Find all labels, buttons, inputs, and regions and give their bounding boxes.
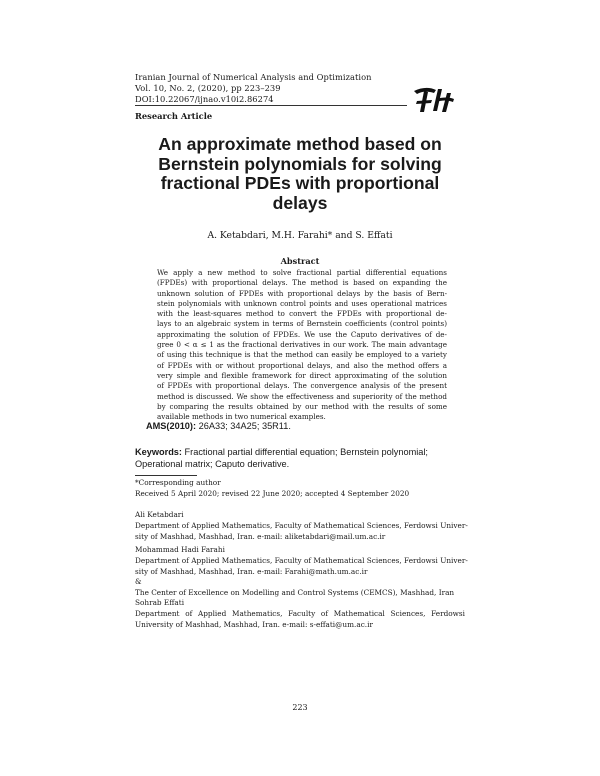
page-number: 223 — [292, 703, 308, 712]
ams-codes: 26A33; 34A25; 35R11. — [198, 421, 291, 431]
paper-title — [135, 135, 465, 213]
abstract-line: (FPDEs) with proportional delays. The method is based on expanding the — [157, 278, 447, 288]
ams-classification — [146, 421, 291, 431]
abstract-line: lays to an algebraic system in terms of Bernstein coefficients (control points) — [157, 319, 447, 329]
footnote-rule — [135, 475, 197, 476]
abstract-line: with the least-squares method to convert the FPDEs with proportional de- — [157, 309, 447, 319]
affiliation-line: sity of Mashhad, Mashhad, Iran. e-mail: aliketabdari@mail.um.ac.ir — [135, 531, 386, 541]
affiliation-line: sity of Mashhad, Mashhad, Iran. e-mail: Farahi@math.um.ac.ir — [135, 566, 368, 576]
affiliation-block — [135, 510, 468, 542]
authors: A. Ketabdari, M.H. Farahi* and S. Effati — [207, 230, 393, 241]
abstract-line: of FPDEs with proportional delays. The convergence analysis of the present — [157, 381, 447, 391]
ams-label: AMS(2010): — [146, 421, 197, 431]
affiliation-block — [135, 545, 468, 599]
title-line: delays — [272, 192, 328, 213]
title-line: Bernstein polynomials for solving — [158, 153, 442, 174]
received-dates: Received 5 April 2020; revised 22 June 2020; accepted 4 September 2020 — [135, 488, 410, 498]
journal-doi: DOI:10.22067/ijnao.v10i2.86274 — [135, 93, 274, 104]
abstract-line: available methods in two numerical examples. — [157, 412, 326, 422]
keywords-line: Fractional partial differential equation; Bernstein polynomial; — [184, 447, 428, 457]
keywords-line: Operational matrix; Caputo derivative. — [135, 459, 290, 470]
abstract-heading: Abstract — [280, 256, 320, 266]
affiliation-line: Department of Applied Mathematics, Faculty of Mathematical Sciences, Ferdowsi Univer- — [135, 555, 468, 565]
abstract-line: stein polynomials with unknown control points and uses operational matrices — [157, 298, 447, 308]
abstract-line: approximating the solution of FPDEs. We use the Caputo derivatives of de- — [157, 329, 447, 339]
title-line: An approximate method based on — [158, 134, 442, 154]
journal-header — [135, 72, 372, 104]
abstract-body — [157, 268, 447, 422]
affiliation-line: Department of Applied Mathematics, Faculty of Mathematical Sciences, Ferdowsi — [135, 608, 465, 618]
author-name: Ali Ketabdari — [135, 510, 184, 519]
abstract-line: of using this technique is that the method can easily be employed to a variety — [157, 350, 447, 360]
title-line: fractional PDEs with proportional — [160, 173, 440, 193]
keywords-label: Keywords: — [135, 447, 182, 457]
abstract-line: method is discussed. We show the effectiveness and superiority of the method — [157, 391, 447, 401]
journal-volume: Vol. 10, No. 2, (2020), pp 223–239 — [135, 82, 281, 93]
abstract-line: unknown solution of FPDEs with proportional delays by the basis of Bern- — [157, 288, 447, 298]
abstract-line: very simple and flexible framework for direct approximating of the solution — [157, 370, 447, 380]
corresponding-note: *Corresponding author — [135, 478, 221, 487]
affiliation-block — [135, 598, 465, 630]
header-rule — [135, 105, 407, 106]
article-type: Research Article — [135, 111, 213, 121]
journal-name: Iranian Journal of Numerical Analysis and Optimization — [135, 72, 372, 82]
abstract-line: gree 0 < α ≤ 1 as the fractional derivatives in our work. The main advantage — [157, 340, 447, 350]
author-name: Mohammad Hadi Farahi — [135, 545, 225, 554]
affiliation-line: Department of Applied Mathematics, Faculty of Mathematical Sciences, Ferdowsi Univer- — [135, 520, 468, 530]
affiliation-line: The Center of Excellence on Modelling and Control Systems (CEMCS), Mashhad, Iran — [135, 588, 455, 598]
footnote-corresponding — [135, 478, 465, 500]
journal-logo — [412, 85, 456, 115]
abstract-line: We apply a new method to solve fractional partial differential equations — [157, 268, 447, 277]
affiliation-line: University of Mashhad, Mashhad, Iran. e-mail: s-effati@um.ac.ir — [135, 619, 373, 629]
affiliation-line: & — [135, 577, 142, 587]
abstract-line: by comparing the results obtained by our method with the results of some — [157, 401, 447, 411]
author-name: Sohrab Effati — [135, 598, 185, 607]
keywords — [135, 446, 465, 471]
abstract-line: of FPDEs with or without proportional delays, and also the method offers a — [157, 360, 447, 370]
